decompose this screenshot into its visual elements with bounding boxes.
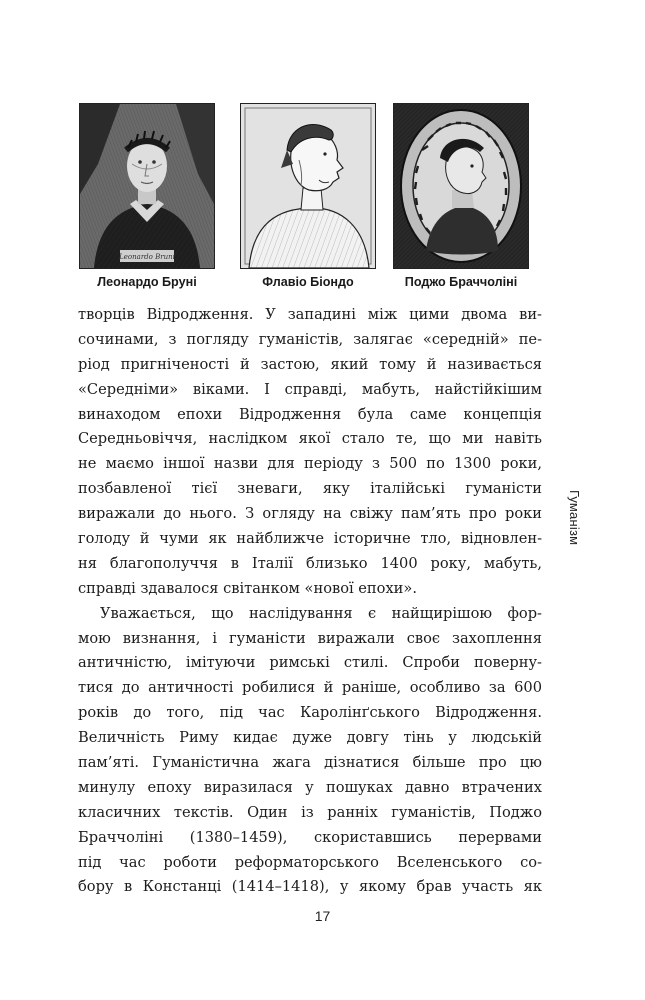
portrait-engraving-icon [80,104,214,268]
text-line: виражали до нього. З огляду на свіжу пам’ять про роки [78,505,542,523]
page-number: 17 [314,908,331,924]
text-line: класичних текстів. Один із ранніх гуманістів, Поджо [78,803,542,821]
text-line: Уважається, що наслідування є найщирішою фор- [100,604,542,622]
text-line: справді здавалося світанком «нової епохи». [78,579,417,597]
text-line: минулу епоху виразилася у пошуках давно втрачених [78,778,542,796]
caption-flavio-biondo: Флавіо Біондо [262,275,354,289]
body-text [78,303,542,900]
paragraph-2 [78,602,542,901]
running-header: Гуманізм [567,490,582,546]
portrait-woodcut-icon [241,104,375,268]
text-line: років до того, під час Каролінґського Відродження. [78,704,542,722]
text-line: голоду й чуми як найближче історичне тло, відновлен- [78,530,542,548]
text-line: Величність Риму кидає дуже довгу тінь у людській [78,729,542,747]
figure-poggio-bracciolini [393,103,529,289]
text-line: Середньовіччя, наслідком якої стало те, що ми навіть [78,430,542,448]
portrait-medallion-icon [394,104,528,268]
text-line: пам’яті. Гуманістична жага дізнатися більше про цю [78,754,542,772]
text-line: «Середніми» віками. І справді, мабуть, найстійкішим [78,380,542,398]
plate-signature: Leonardo Bruni [119,253,175,261]
text-line: Браччоліні (1380–1459), скориставшись перервами [78,828,542,846]
text-line: позбавленої тієї зневаги, яку італійські гуманісти [78,480,542,498]
text-line: бору в Констанці (1414–1418), у якому брав участь як [78,878,542,896]
text-line: тися до античності робилися й раніше, особливо за 600 [78,679,542,697]
text-line: винаходом епохи Відродження була саме концепція [78,405,542,423]
portrait-figures [79,103,529,303]
text-line: під час роботи реформаторського Вселенського со- [78,853,542,871]
caption-poggio-bracciolini: Поджо Браччоліні [404,275,518,289]
text-line: сочинами, з погляду гуманістів, залягає «середній» пе- [78,330,542,348]
text-line: мою визнання, і гуманісти виражали своє захоплення [78,629,542,647]
text-line: ня благополуччя в Італії близько 1400 року, мабуть, [78,554,542,572]
text-line: ріод пригніченості й застою, який тому й називається [78,355,542,373]
caption-leonardo-bruni: Леонардо Бруні [97,275,197,289]
portrait-image-biondo [240,103,376,269]
text-line: античністю, імітуючи римські стилі. Спроби поверну- [78,654,542,672]
paragraph-1 [78,303,542,602]
figure-leonardo-bruni [79,103,215,289]
text-line: творців Відродження. У западині між цими двома ви- [78,306,542,323]
text-line: не маємо іншої назви для періоду з 500 по 1300 роки, [78,455,542,473]
portrait-image-bruni [79,103,215,269]
figure-flavio-biondo [240,103,376,289]
portrait-image-bracciolini [393,103,529,269]
